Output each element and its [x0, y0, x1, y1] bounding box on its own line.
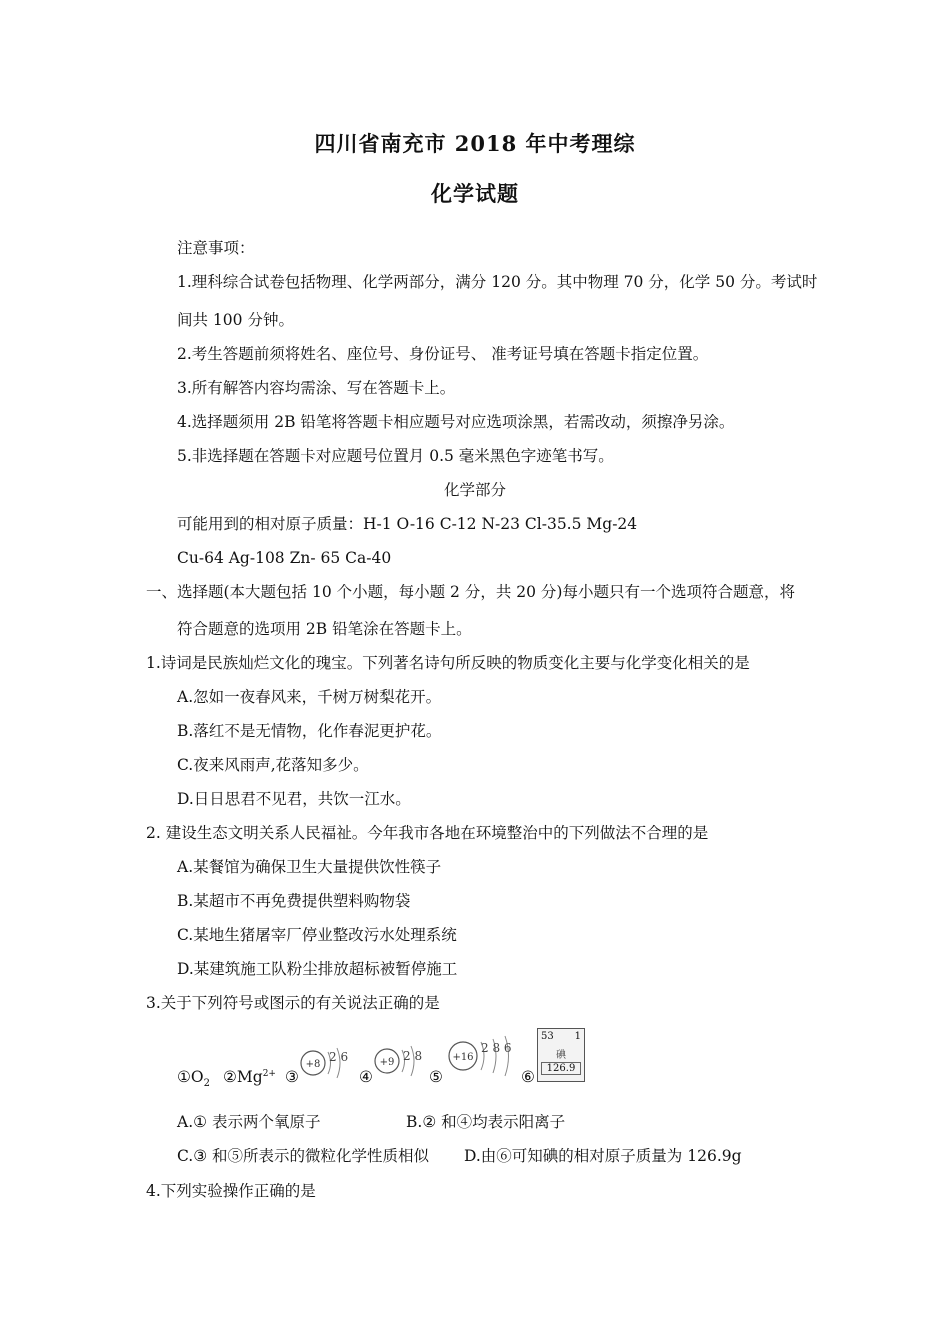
atom-4-nucleus: +9: [379, 1057, 395, 1068]
question-1-option-d: D.日日思君不见君，共饮一江水。: [177, 790, 411, 808]
atom-4-shells: 2 8: [403, 1049, 423, 1063]
question-4-stem: 4.下列实验操作正确的是: [146, 1182, 316, 1200]
periodic-table-cell-iodine: [537, 1028, 585, 1082]
notice-item-3: 3.所有解答内容均需涂、写在答题卡上。: [177, 379, 456, 397]
element-mass: 126.9: [541, 1062, 581, 1075]
atom-3-shells: 2 6: [329, 1050, 349, 1064]
question-2-option-a: A.某餐馆为确保卫生大量提供饮性筷子: [177, 858, 442, 876]
notice-item-2: 2.考生答题前须将姓名、座位号、身份证号、 准考证号填在答题卡指定位置。: [177, 345, 709, 363]
question-1-option-b: B.落红不是无情物，化作春泥更护花。: [177, 722, 442, 740]
atom-5-shells: 2 8 6: [481, 1041, 512, 1055]
symbol-3-label: ③: [285, 1068, 299, 1086]
symbol-6-label: ⑥: [521, 1068, 535, 1086]
symbol-o2: $①O_2$: [177, 1068, 210, 1090]
atom-structure-4-icon: [373, 1036, 423, 1082]
question-2-option-d: D.某建筑施工队粉尘排放超标被暂停施工: [177, 960, 458, 978]
part1-heading-1: 一、选择题(本大题包括 10 个小题，每小题 2 分，共 20 分)每小题只有一个选项符合题意，将: [146, 583, 795, 601]
question-3-figures: [177, 1030, 617, 1090]
notice-item-5: 5.非选择题在答题卡对应题号位置月 0.5 毫米黑色字迹笔书写。: [177, 447, 614, 465]
element-name: 碘: [556, 1050, 566, 1061]
question-3-option-b: B.② 和④均表示阳离子: [406, 1113, 566, 1131]
element-valence: 1: [574, 1031, 581, 1042]
notice-item-4: 4.选择题须用 2B 铅笔将答题卡相应题号对应选项涂黑，若需改动，须擦净另涂。: [177, 413, 735, 431]
atom-5-nucleus: +16: [452, 1052, 474, 1063]
symbol-4-label: ④: [359, 1068, 373, 1086]
exam-title: 四川省南充市 2018 年中考理综: [314, 131, 636, 156]
question-1-stem: 1.诗词是民族灿烂文化的瑰宝。下列著名诗句所反映的物质变化主要与化学变化相关的是: [146, 654, 750, 672]
element-number: 53: [541, 1031, 554, 1042]
question-3-stem: 3.关于下列符号或图示的有关说法正确的是: [146, 994, 440, 1012]
atom-3-nucleus: +8: [305, 1059, 321, 1070]
section-title: 化学部分: [443, 481, 506, 499]
atomic-mass-line-1: 可能用到的相对原子质量：H-1 O-16 C-12 N-23 Cl-35.5 Mg-24: [177, 515, 638, 533]
question-1-option-a: A.忽如一夜春风来，千树万树梨花开。: [177, 688, 442, 706]
exam-subtitle: 化学试题: [431, 181, 519, 206]
notice-heading: 注意事项：: [177, 239, 255, 257]
question-3-option-a: A.① 表示两个氧原子: [177, 1113, 321, 1131]
part1-heading-2: 符合题意的选项用 2B 铅笔涂在答题卡上。: [177, 620, 472, 638]
notice-item-1b: 间共 100 分钟。: [177, 311, 294, 329]
symbol-mg-ion: $②Mg^{2+}$: [223, 1068, 276, 1086]
atom-structure-5-icon: [443, 1030, 521, 1080]
question-1-option-c: C.夜来风雨声,花落知多少。: [177, 756, 369, 774]
question-2-option-c: C.某地生猪屠宰厂停业整改污水处理系统: [177, 926, 457, 944]
question-2-stem: 2. 建设生态文明关系人民福祉。今年我市各地在环境整治中的下列做法不合理的是: [146, 824, 709, 842]
question-2-option-b: B.某超市不再免费提供塑料购物袋: [177, 892, 411, 910]
symbol-5-label: ⑤: [429, 1068, 443, 1086]
notice-item-1a: 1.理科综合试卷包括物理、化学两部分，满分 120 分。其中物理 70 分，化学 50 分。考试时: [177, 273, 818, 291]
atom-structure-3-icon: [299, 1036, 349, 1082]
question-3-option-d: D.由⑥可知碘的相对原子质量为 126.9g: [464, 1147, 742, 1165]
atomic-mass-line-2: Cu-64 Ag-108 Zn- 65 Ca-40: [177, 549, 392, 567]
question-3-option-c: C.③ 和⑤所表示的微粒化学性质相似: [177, 1147, 430, 1165]
